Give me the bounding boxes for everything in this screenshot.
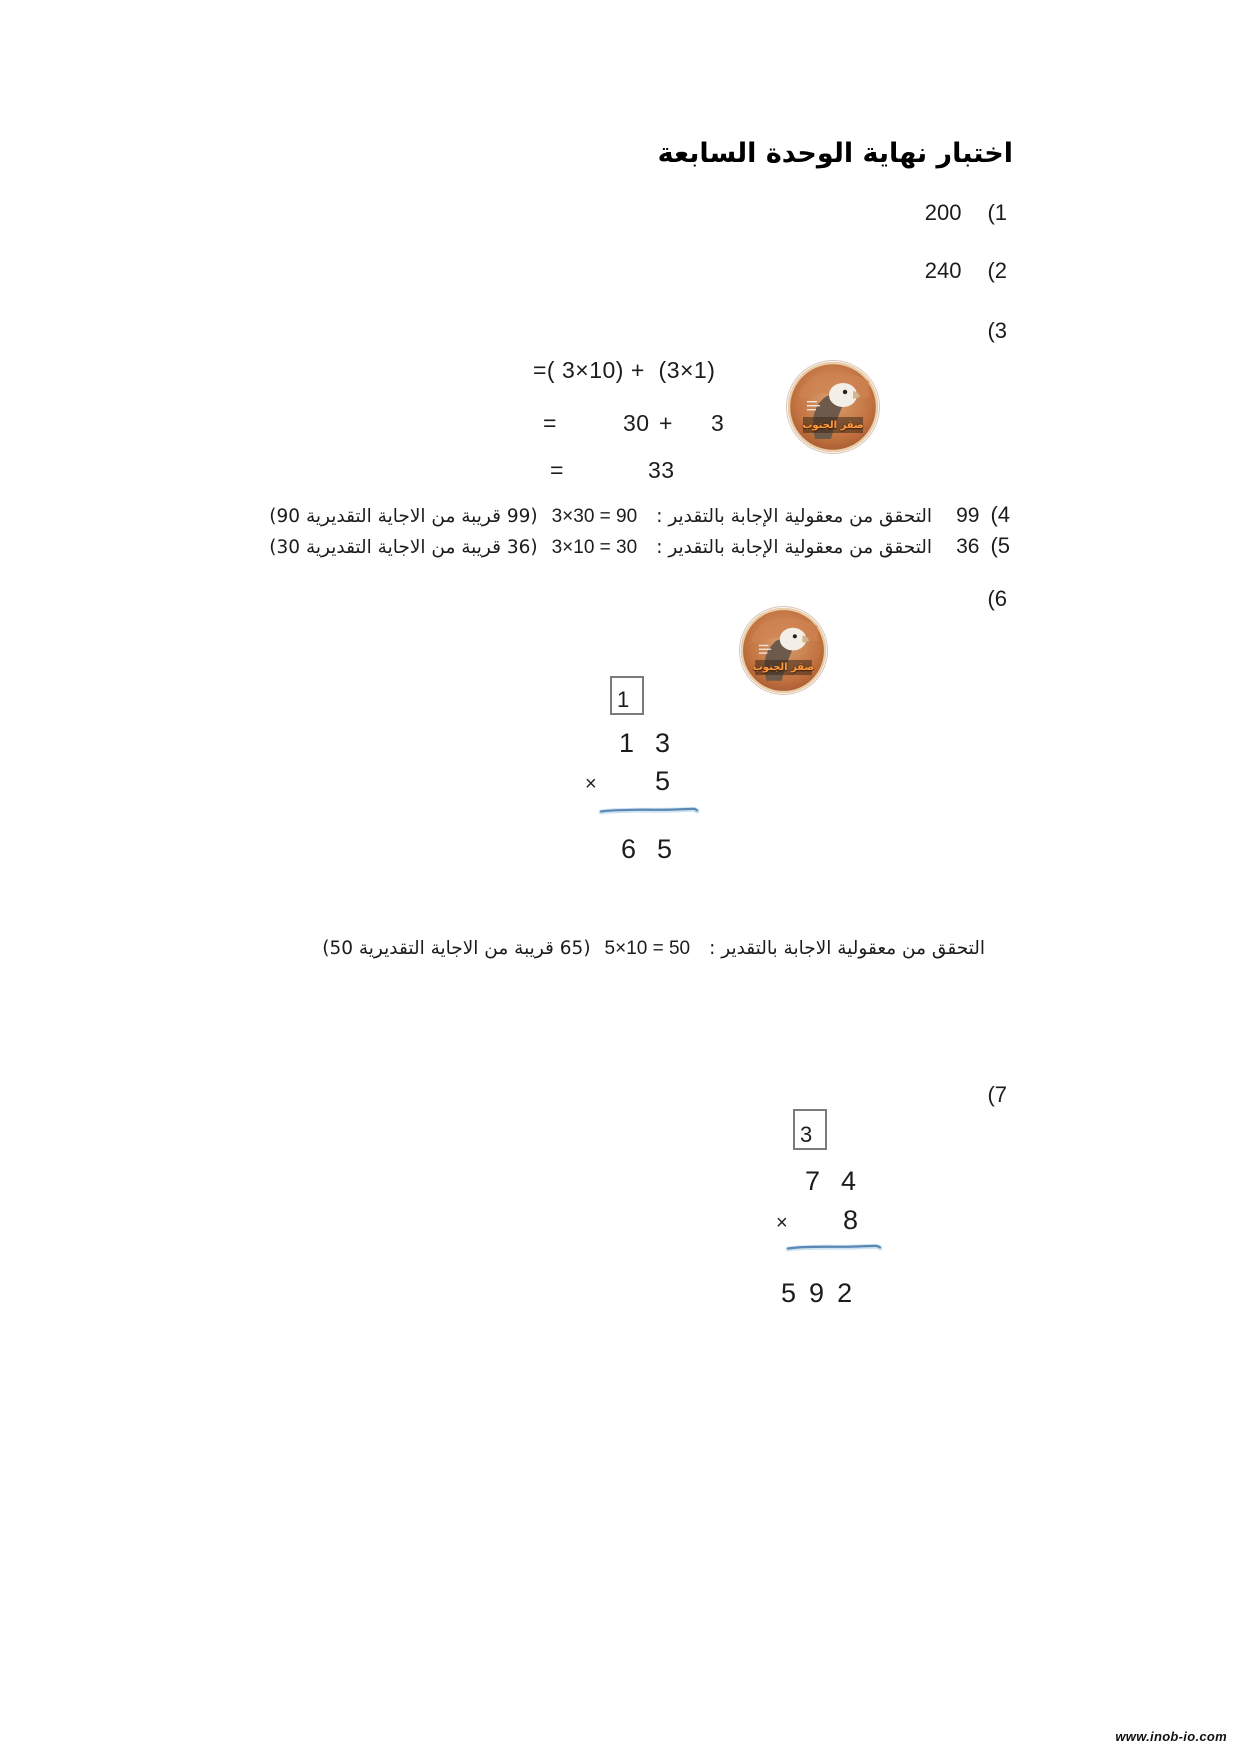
- q6-estimate-equation: 5×10 = 50: [604, 938, 691, 959]
- q3-row3-equals: =: [550, 457, 564, 483]
- q2-answer: 240: [924, 258, 962, 283]
- q3-row2-plus: +: [659, 410, 673, 436]
- stamp-label: صقر الجنوب: [802, 419, 864, 431]
- q3-row2-term-a: 30: [623, 410, 650, 436]
- q7-product: [781, 1278, 852, 1309]
- q6-product-digit: 5: [657, 834, 673, 864]
- q3-row3-result: 33: [648, 457, 675, 483]
- q6-times-sign: ×: [585, 773, 597, 795]
- q4-check-phrase: التحقق من معقولية الإجابة بالتقدير :: [656, 506, 933, 527]
- q4-marker: (4: [990, 502, 1010, 527]
- q7-times-sign: ×: [776, 1212, 788, 1234]
- q1-answer: 200: [924, 200, 962, 225]
- answer-row-q2: [925, 258, 1007, 284]
- q2-marker: (2: [987, 258, 1007, 283]
- q7-multiplicand-digit: 7: [805, 1166, 821, 1196]
- site-watermark: www.inob-io.com: [1115, 1729, 1227, 1744]
- q6-carry-digit: 1: [617, 687, 630, 712]
- q7-marker: (7: [987, 1082, 1007, 1107]
- q3-row2-equals: =: [543, 410, 557, 436]
- school-stamp: [787, 361, 879, 453]
- stamp-label: صقر الجنوب: [752, 662, 815, 674]
- school-stamp: [740, 607, 827, 694]
- q6-carry-box: [610, 676, 644, 715]
- q6-multiplicand-digit: 1: [619, 728, 635, 758]
- q7-product-digit: 5: [781, 1278, 797, 1308]
- q6-marker: (6: [987, 586, 1007, 611]
- q7-multiplier: 8: [843, 1205, 859, 1235]
- hand-drawn-rule: [785, 1241, 883, 1253]
- q3-expansion-row1: =( 3×10) + (3×1): [533, 357, 716, 383]
- q7-multiplicand: [805, 1166, 856, 1197]
- q1-marker: (1: [987, 200, 1007, 225]
- q7-product-digit: 9: [809, 1278, 825, 1308]
- q3-marker: (3: [987, 318, 1007, 343]
- check-line-q4: [258, 502, 1010, 528]
- falcon-stamp-image: [787, 361, 879, 453]
- q5-estimate-note: (36 قريبة من الاجاية التقديرية 30): [269, 537, 538, 558]
- q6-estimate-note: (65 قريبة من الاجاية التقديرية 50): [322, 938, 591, 959]
- falcon-stamp-image: [740, 607, 827, 694]
- q5-answer: 36: [956, 535, 980, 558]
- answer-row-q1: [925, 200, 1007, 226]
- q5-marker: (5: [990, 533, 1010, 558]
- q6-answer-rule: [598, 804, 700, 816]
- q6-multiplier: 5: [655, 766, 671, 796]
- q7-carry-box: [793, 1109, 827, 1150]
- q6-multiplicand: [619, 728, 670, 759]
- q7-multiplicand-digit: 4: [841, 1166, 857, 1196]
- hand-drawn-rule: [598, 804, 700, 816]
- check-line-q6: [311, 938, 985, 960]
- q7-carry-digit: 3: [800, 1122, 813, 1147]
- q7-answer-rule: [785, 1241, 883, 1253]
- q6-multiplicand-digit: 3: [655, 728, 671, 758]
- check-line-q5: [258, 533, 1010, 559]
- q3-row2-term-b: 3: [711, 410, 725, 436]
- q5-check-phrase: التحقق من معقولية الإجابة بالتقدير :: [656, 537, 933, 558]
- q7-product-digit: 2: [837, 1278, 853, 1308]
- q6-product: [621, 834, 672, 865]
- q5-estimate-equation: 3×10 = 30: [551, 537, 638, 558]
- q4-answer: 99: [956, 504, 980, 527]
- q4-estimate-equation: 3×30 = 90: [551, 506, 638, 527]
- q6-product-digit: 6: [621, 834, 637, 864]
- q6-check-phrase: التحقق من معقولية الاجابة بالتقدير :: [709, 938, 985, 959]
- q4-estimate-note: (99 قريبة من الاجاية التقديرية 90): [269, 506, 538, 527]
- page-title: اختبار نهاية الوحدة السابعة: [657, 138, 1013, 169]
